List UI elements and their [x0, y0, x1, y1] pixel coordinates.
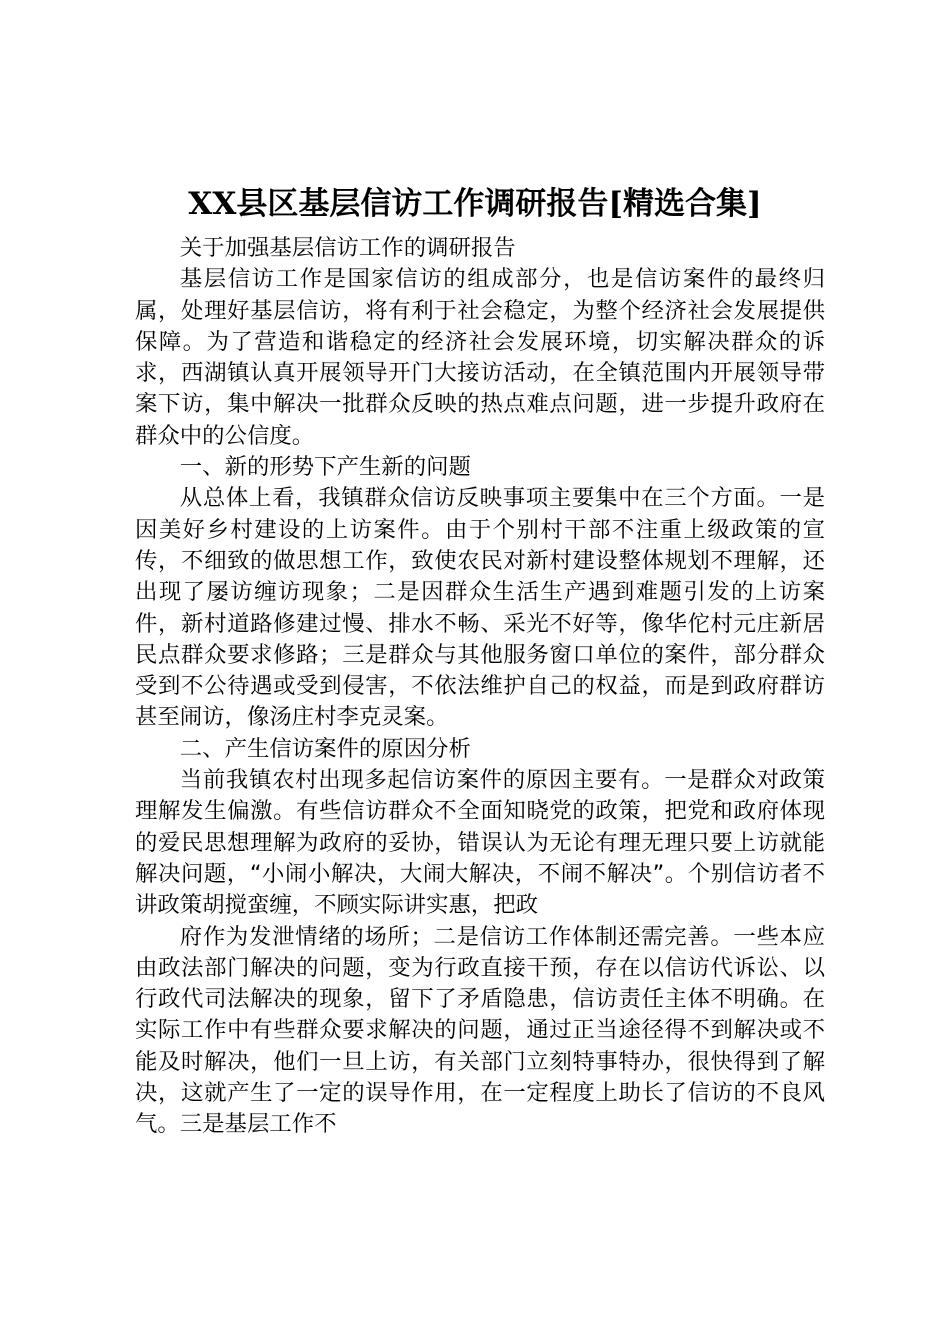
body-paragraph: 府作为发泄情绪的场所；二是信访工作体制还需完善。一些本应由政法部门解决的问题，变为行政直接干预，存在以信访代诉讼、以行政代司法解决的现象，留下了矛盾隐患，信访责任主体不明确。在实际工作中有些群众要求解决的问题，通过正当途径得不到解决或不能及时解决，他们一旦上访，有关部门立刻特事特办，很快得到了解决，这就产生了一定的误导作用，在一定程度上助长了信访的不良风气。三是基层工作不: [135, 923, 825, 1138]
body-paragraph: 从总体上看，我镇群众信访反映事项主要集中在三个方面。一是因美好乡村建设的上访案件。由于个别村干部不注重上级政策的宣传，不细致的做思想工作，致使农民对新村建设整体规划不理解，还出现了屡访缠访现象；二是因群众生活生产遇到难题引发的上访案件，新村道路修建过慢、排水不畅、采光不好等，像华佗村元庄新居民点群众要求修路；三是群众与其他服务窗口单位的案件，部分群众受到不公待遇或受到侵害，不依法维护自己的权益，而是到政府群访甚至闹访，像汤庄村李克灵案。: [135, 485, 825, 731]
body-paragraph: 当前我镇农村出现多起信访案件的原因主要有。一是群众对政策理解发生偏激。有些信访群众不全面知晓党的政策，把党和政府体现的爱民思想理解为政府的妥协，错误认为无论有理无理只要上访就能解决问题，“小闹小解决，大闹大解决，不闹不解决”。个别信访者不讲政策胡搅蛮缠，不顾实际讲实惠，把政: [135, 767, 825, 919]
intro-paragraph: 基层信访工作是国家信访的组成部分，也是信访案件的最终归属，处理好基层信访，将有利于社会稳定，为整个经济社会发展提供保障。为了营造和谐稳定的经济社会发展环境，切实解决群众的诉求，西湖镇认真开展领导开门大接访活动，在全镇范围内开展领导带案下访，集中解决一批群众反映的热点难点问题，进一步提升政府在群众中的公信度。: [135, 266, 825, 449]
document-body: [135, 233, 825, 1141]
document-title: XX县区基层信访工作调研报告[精选合集]: [188, 186, 762, 222]
section-heading-1: 一、新的形势下产生新的问题: [179, 454, 471, 481]
section-heading-2: 二、产生信访案件的原因分析: [179, 735, 471, 762]
subtitle-paragraph: 关于加强基层信访工作的调研报告: [179, 235, 516, 261]
